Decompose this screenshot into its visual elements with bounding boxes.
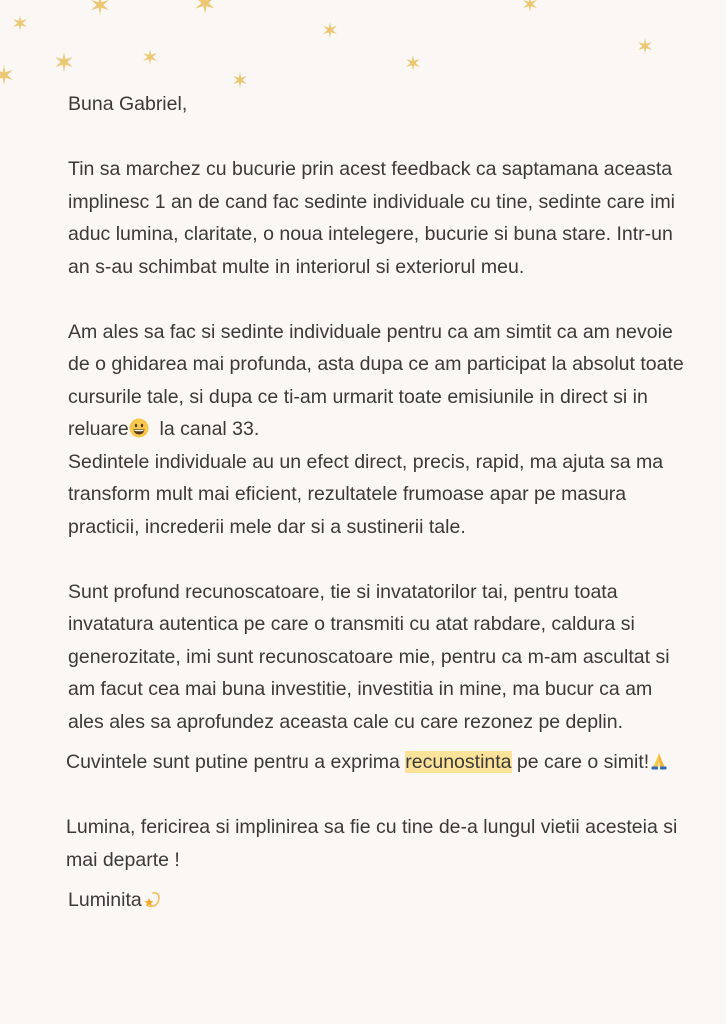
paragraph-sessions: Sedintele individuale au un efect direct, precis, rapid, ma ajuta sa ma transform mult mai eficient, rezultatele frumoase apar pe masura practicii, increderii mele dar si a sustinerii tale. bbox=[68, 450, 664, 538]
paragraph-anniversary: Tin sa marchez cu bucurie prin acest feedback ca saptamana aceasta implinesc 1 an de cand fac sedinte individuale cu tine, sedinte care imi aduc lumina, claritate, o noua intelegere, bucurie si buna stare. Intr-un an s-au schimbat multe in interiorul si exteriorul meu. bbox=[68, 158, 676, 278]
paragraph-reasons-text: Am ales sa fac si sedinte individuale pentru ca am simtit ca am nevoie de o ghidarea mai profunda, asta dupa ce am participat la absolut toate cursurile tale, si dupa ce ti-am urmarit toate emisiunile in direct si in reluare bbox=[68, 320, 684, 440]
star-icon bbox=[194, 0, 216, 14]
star-icon bbox=[0, 65, 14, 85]
signature-name: Luminita bbox=[68, 889, 142, 911]
folded-hands-icon bbox=[649, 751, 669, 771]
star-icon bbox=[322, 22, 338, 38]
thanks-tail: pe care o simit! bbox=[511, 751, 650, 773]
thanks-text: Cuvintele sunt putine pentru a exprima bbox=[66, 751, 406, 773]
star-icon bbox=[54, 52, 74, 72]
greeting: Buna Gabriel, bbox=[68, 93, 188, 115]
star-icon bbox=[12, 15, 28, 31]
star-icon bbox=[90, 0, 110, 15]
star-icon bbox=[232, 72, 248, 88]
paragraph-gratitude: Sunt profund recunoscatoare, tie si invatatorilor tai, pentru toata invatatura autentica pe care o transmiti cu atat rabdare, caldura si generozitate, imi sunt recunoscatoare mie, pentru ca m-am ascultat si am facut cea mai buna investitie, investitia in mine, ma bucur ca am ales ales sa aprofundez aceasta cale cu care rezonez pe deplin. bbox=[68, 580, 670, 733]
star-icon bbox=[637, 38, 653, 54]
paragraph-wishes: Lumina, fericirea si implinirea sa fie cu tine de-a lungul vietii acesteia si mai departe ! bbox=[66, 816, 678, 871]
star-icon bbox=[142, 49, 158, 65]
highlighted-word: recunostinta bbox=[405, 751, 512, 773]
paragraph-reasons-tail: la canal 33. bbox=[148, 418, 260, 440]
star-icon bbox=[405, 55, 421, 71]
signature bbox=[68, 884, 688, 917]
star-decoration bbox=[0, 0, 726, 100]
dizzy-star-icon bbox=[142, 889, 162, 909]
paragraph-reasons bbox=[68, 316, 688, 446]
letter-body bbox=[68, 88, 688, 917]
paragraph-thanks bbox=[66, 746, 688, 779]
grinning-face-icon bbox=[129, 418, 149, 438]
star-icon bbox=[522, 0, 538, 12]
